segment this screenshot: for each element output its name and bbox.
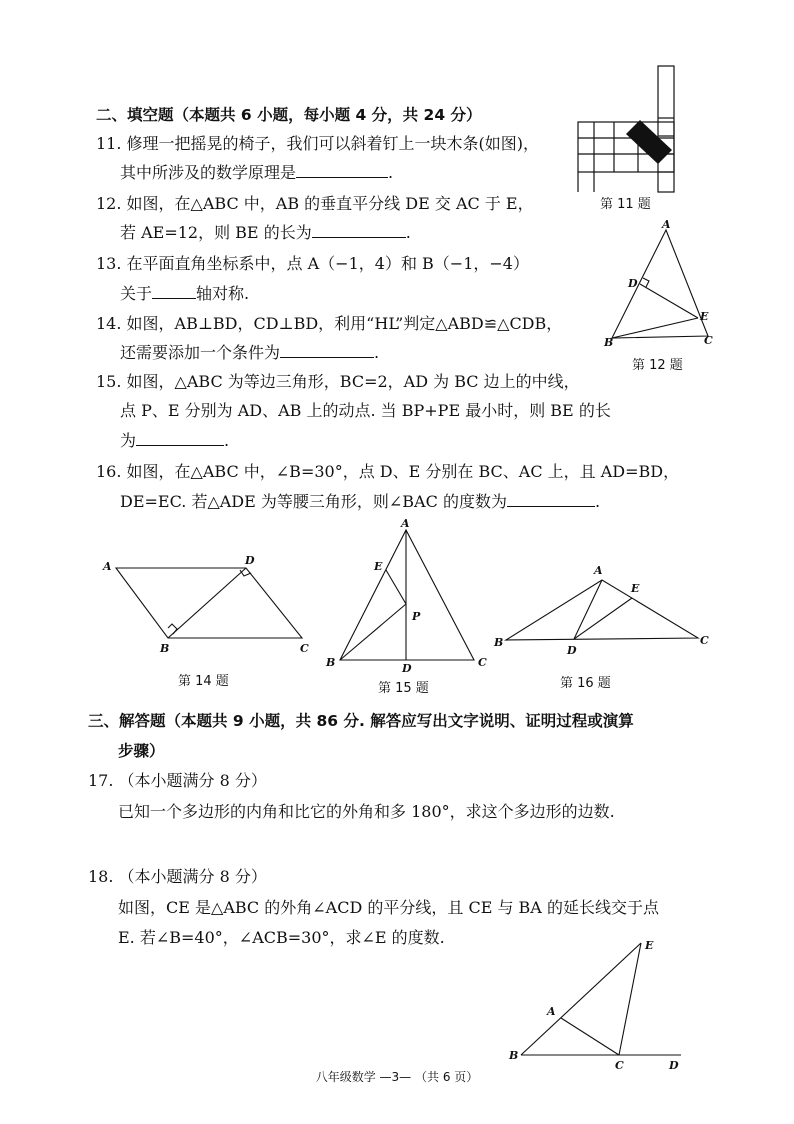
label-D: D xyxy=(628,277,638,290)
figure-11-chair xyxy=(574,64,684,192)
q15-line1: 15. 如图，△ABC 为等边三角形，BC=2，AD 为 BC 边上的中线， xyxy=(96,372,580,391)
label-D: D xyxy=(245,554,255,567)
q11-answer-blank[interactable] xyxy=(296,162,388,178)
label-D: D xyxy=(567,644,577,657)
q13-line2: 关于 轴对称. xyxy=(120,284,250,303)
label-A: A xyxy=(401,517,410,530)
label-P: P xyxy=(412,610,421,623)
fig15-caption: 第 15 题 xyxy=(378,681,429,696)
label-A: A xyxy=(662,218,671,231)
label-B: B xyxy=(494,636,504,649)
figure-18-triangle xyxy=(505,935,695,1070)
q14-answer-blank[interactable] xyxy=(280,342,374,358)
label-D: D xyxy=(669,1059,679,1072)
fig12-caption: 第 12 题 xyxy=(632,358,683,373)
label-B: B xyxy=(160,642,170,655)
label-B: B xyxy=(326,656,336,669)
figure-16-triangle xyxy=(490,560,715,660)
q12-answer-blank[interactable] xyxy=(312,222,406,238)
label-C: C xyxy=(478,656,487,669)
label-C: C xyxy=(700,634,709,647)
q14-line1: 14. 如图，AB⊥BD，CD⊥BD，利用“HL”判定△ABD≌△CDB， xyxy=(96,314,563,333)
label-E: E xyxy=(631,582,640,595)
q12-line1: 12. 如图，在△ABC 中，AB 的垂直平分线 DE 交 AC 于 E， xyxy=(96,194,534,213)
q18-body2: E. 若∠B=40°，∠ACB=30°，求∠E 的度数. xyxy=(118,928,445,947)
q16-line1: 16. 如图，在△ABC 中，∠B=30°，点 D、E 分别在 BC、AC 上，且 AD=BD， xyxy=(96,462,680,481)
q13-answer-blank[interactable] xyxy=(152,283,196,299)
q16-line2: DE=EC. 若△ADE 为等腰三角形，则∠BAC 的度数为 . xyxy=(120,492,601,511)
label-E: E xyxy=(645,939,654,952)
q18-title: 18. （本小题满分 8 分） xyxy=(88,867,267,886)
q17-title: 17. （本小题满分 8 分） xyxy=(88,771,267,790)
fig14-caption: 第 14 题 xyxy=(178,674,229,689)
q18-body1: 如图，CE 是△ABC 的外角∠ACD 的平分线，且 CE 与 BA 的延长线交于点 xyxy=(118,898,659,917)
label-D: D xyxy=(402,662,412,675)
figure-15-equilateral-triangle xyxy=(320,518,490,674)
figure-14-parallelogram xyxy=(100,550,320,660)
label-A: A xyxy=(103,560,112,573)
q14-line2: 还需要添加一个条件为 . xyxy=(120,343,380,362)
label-B: B xyxy=(509,1049,519,1062)
fig16-caption: 第 16 题 xyxy=(560,676,611,691)
label-C: C xyxy=(615,1059,624,1072)
section2-heading: 二、填空题（本题共 6 小题，每小题 4 分，共 24 分） xyxy=(96,106,482,124)
label-C: C xyxy=(300,642,309,655)
label-A: A xyxy=(594,564,603,577)
q13-line1: 13. 在平面直角坐标系中，点 A（−1，4）和 B（−1，−4） xyxy=(96,254,529,273)
wood-brace-shape xyxy=(626,120,672,164)
q11-line2: 其中所涉及的数学原理是 . xyxy=(120,163,394,182)
q15-line2: 点 P、E 分别为 AD、AB 上的动点. 当 BP+PE 最小时，则 BE 的长 xyxy=(120,401,611,420)
label-E: E xyxy=(700,310,709,323)
q16-answer-blank[interactable] xyxy=(507,491,595,507)
figure-12-triangle xyxy=(600,218,713,350)
label-A: A xyxy=(547,1005,556,1018)
q15-line3: 为 . xyxy=(120,431,230,450)
section3-heading-line1: 三、解答题（本题共 9 小题，共 86 分. 解答应写出文字说明、证明过程或演算 xyxy=(88,712,634,730)
q11-line1: 11. 修理一把摇晃的椅子，我们可以斜着钉上一块木条(如图)， xyxy=(96,134,540,153)
q17-body: 已知一个多边形的内角和比它的外角和多 180°，求这个多边形的边数. xyxy=(118,802,615,821)
label-C: C xyxy=(704,334,713,347)
label-E: E xyxy=(374,560,383,573)
fig11-caption: 第 11 题 xyxy=(600,197,651,212)
section3-heading-line2: 步骤） xyxy=(118,742,165,760)
q15-answer-blank[interactable] xyxy=(136,430,224,446)
page-footer: 八年级数学 —3— （共 6 页） xyxy=(315,1070,479,1084)
q12-line2: 若 AE=12，则 BE 的长为 . xyxy=(120,223,411,242)
label-B: B xyxy=(604,336,614,349)
